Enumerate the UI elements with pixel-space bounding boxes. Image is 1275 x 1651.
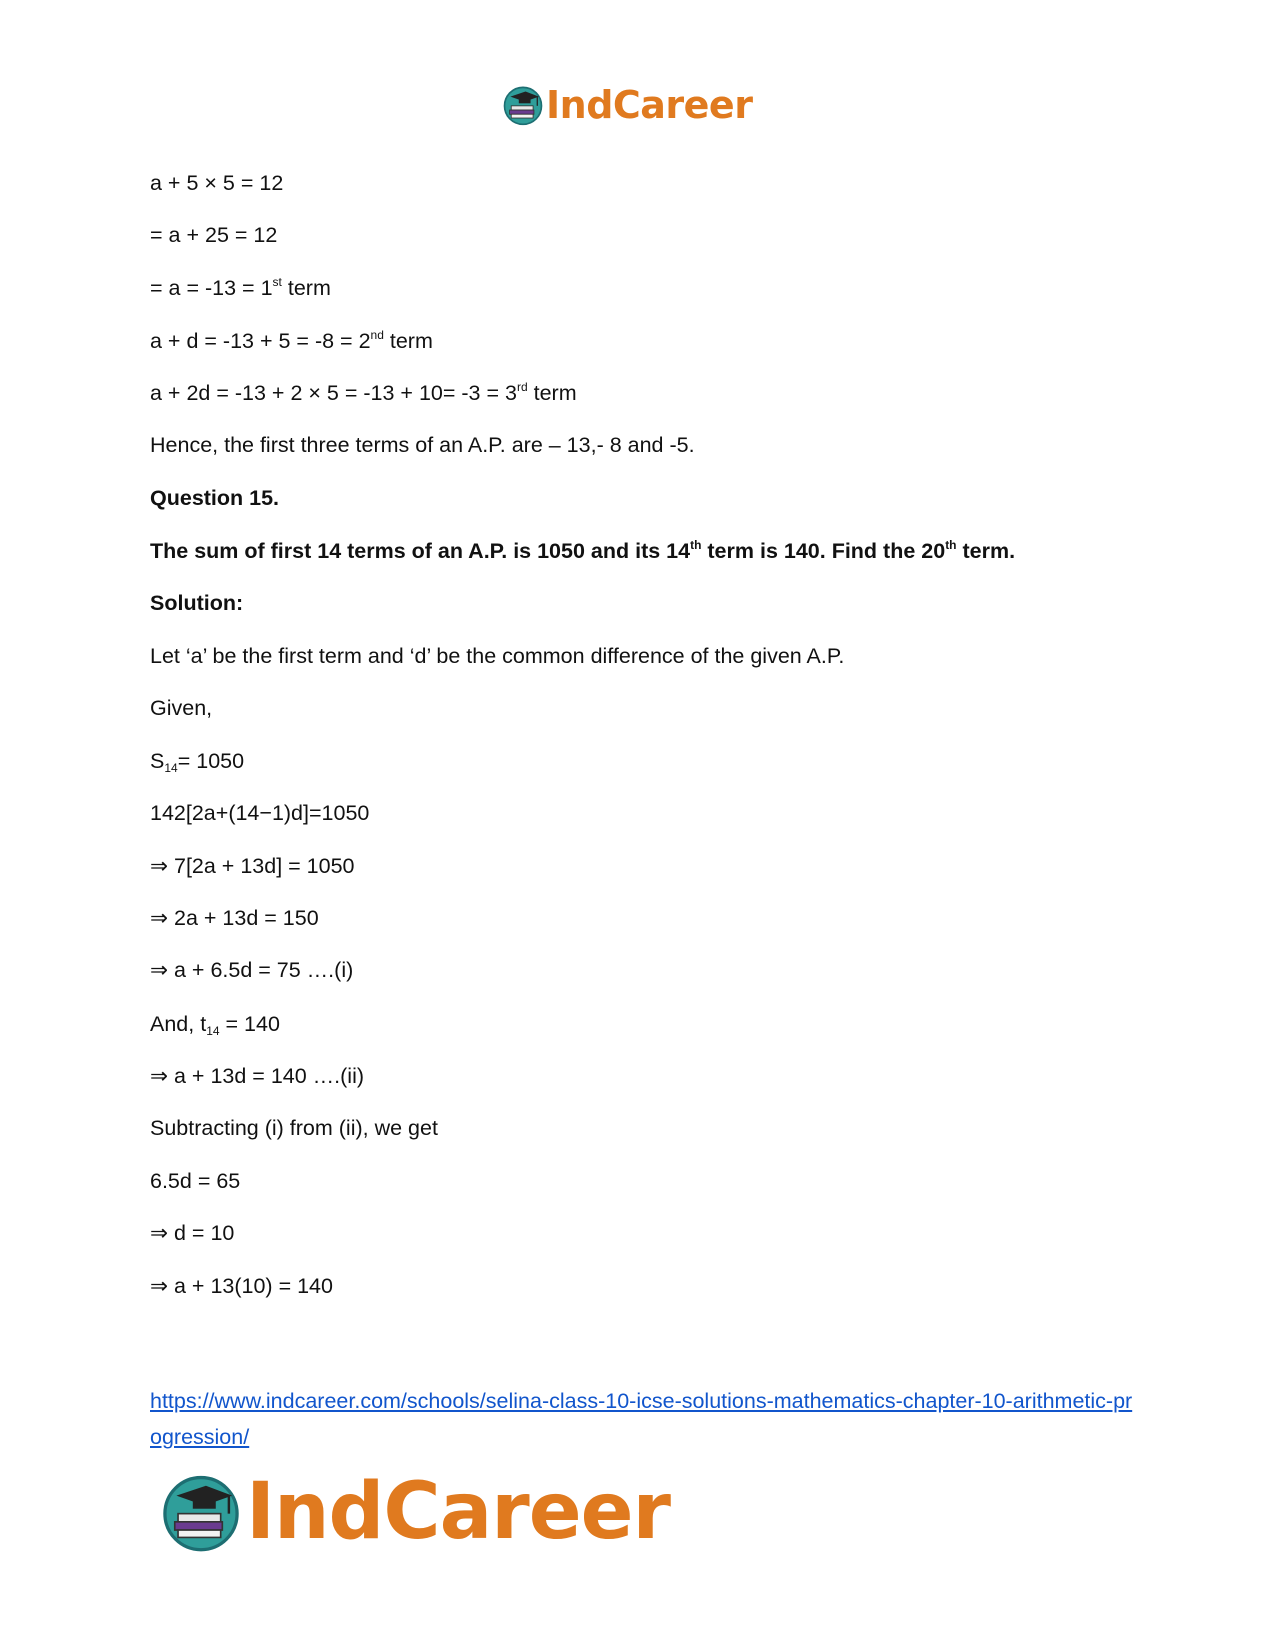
graduation-book-icon	[160, 1471, 242, 1553]
question-title: Question 15.	[150, 486, 280, 510]
text-line: 142[2a+(14−1)d]=1050	[150, 801, 370, 825]
solution-heading: Solution:	[150, 591, 244, 615]
footer-logo	[160, 1462, 670, 1562]
text-line: Let ‘a’ be the first term and ‘d’ be the common difference of the given A.P.	[150, 644, 845, 668]
text-line: ⇒ 2a + 13d = 150	[150, 906, 319, 930]
text-line: ⇒ d = 10	[150, 1221, 235, 1245]
text-line: 6.5d = 65	[150, 1169, 241, 1193]
text-line: ⇒ 7[2a + 13d] = 1050	[150, 854, 355, 878]
text-line: a + d = -13 + 5 = -8 = 2nd term	[150, 328, 433, 353]
text-line: And, $t_{14} = 140$	[150, 1012, 280, 1038]
text-line: Subtracting (i) from (ii), we get	[150, 1116, 438, 1140]
text-line: Given,	[150, 696, 213, 720]
text-line: a + 2d = -13 + 2 × 5 = -13 + 10= -3 = 3rd term	[150, 380, 577, 405]
brand-name: IndCareer	[546, 83, 753, 127]
text-line: ⇒ a + 13d = 140 ….(ii)	[150, 1064, 365, 1088]
text-line: ⇒ a + 6.5d = 75 ….(i)	[150, 958, 354, 982]
text-line: ⇒ a + 13(10) = 140	[150, 1274, 333, 1298]
text-line: Hence, the first three terms of an A.P. are – 13,- 8 and -5.	[150, 433, 695, 457]
graduation-book-icon	[502, 84, 544, 126]
brand-name: IndCareer	[246, 1467, 670, 1557]
text-line: $S_{14}= 1050$	[150, 749, 245, 775]
header-logo	[502, 80, 752, 130]
text-line: = a = -13 = 1st term	[150, 275, 331, 300]
text-line: = a + 25 = 12	[150, 223, 278, 247]
text-line: a + 5 × 5 = 12	[150, 171, 284, 195]
question-text: The sum of first 14 terms of an A.P. is 1050 and its 14th term is 140. Find the 20th term.	[150, 538, 1016, 563]
source-link[interactable]: https://www.indcareer.com/schools/selina-class-10-icse-solutions-mathematics-chapter-10-arithmetic-progression/	[150, 1389, 1133, 1449]
